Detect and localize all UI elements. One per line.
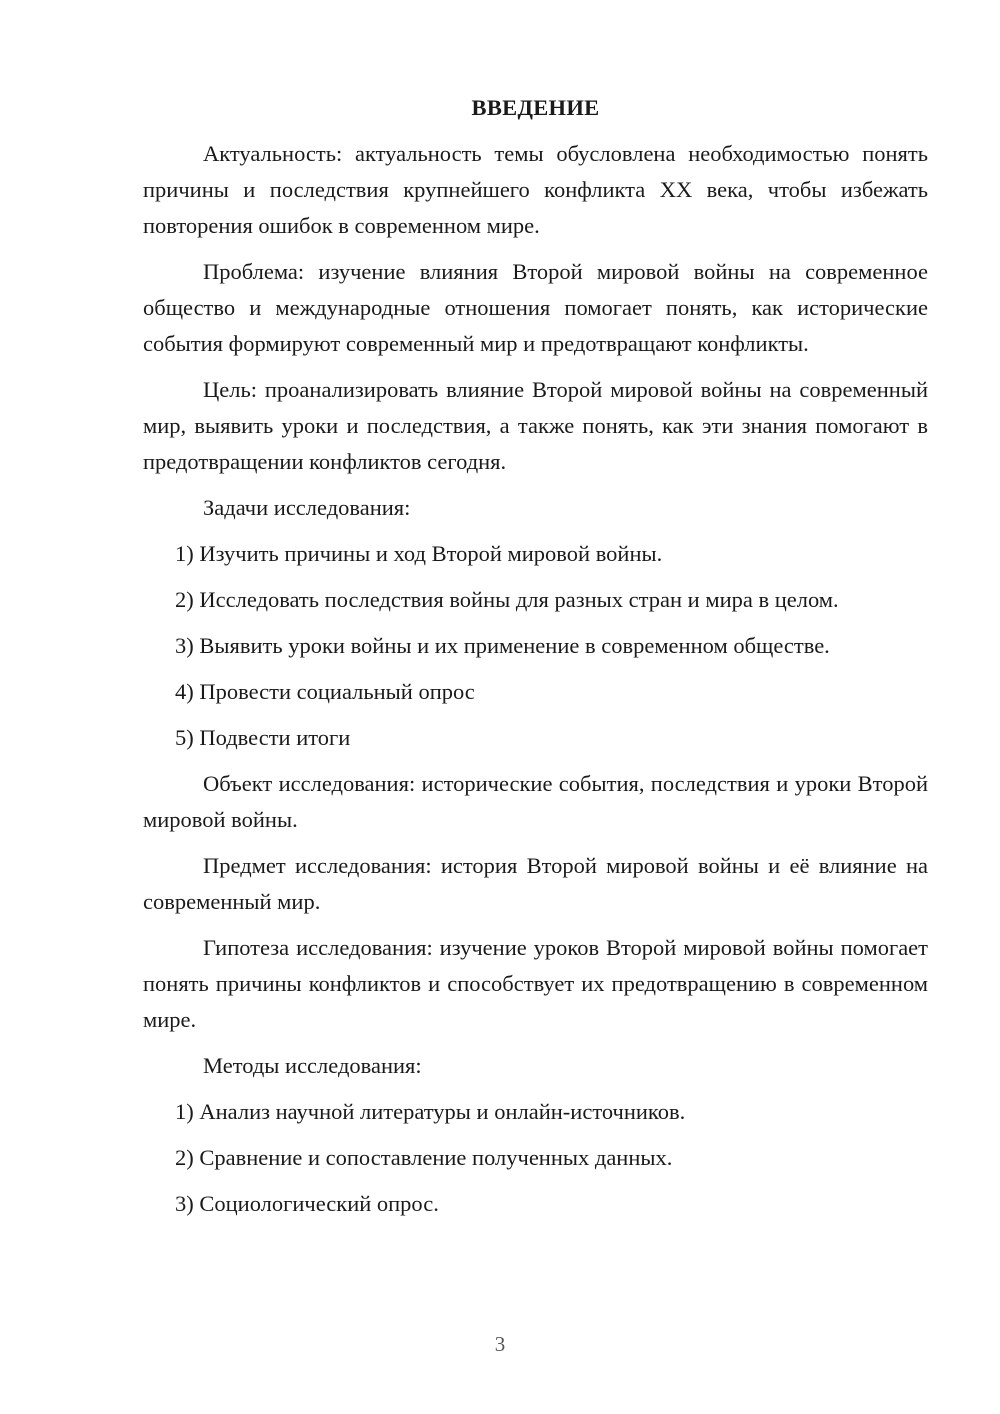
goal-paragraph: Цель: проанализировать влияние Второй мировой войны на современный мир, выявить уроки и последствия, а также понять, как эти знания помогают в предотвращении конфликтов сегодня. bbox=[143, 377, 928, 474]
page-title: ВВЕДЕНИЕ bbox=[471, 95, 600, 120]
task-item: 2) Исследовать последствия войны для разных стран и мира в целом. bbox=[175, 587, 839, 612]
method-item: 3) Социологический опрос. bbox=[175, 1191, 439, 1216]
task-item: 4) Провести социальный опрос bbox=[175, 679, 475, 704]
object-paragraph: Объект исследования: исторические события, последствия и уроки Второй мировой войны. bbox=[143, 771, 928, 832]
relevance-paragraph: Актуальность: актуальность темы обусловлена необходимостью понять причины и последствия крупнейшего конфликта XX века, чтобы избежать повторения ошибок в современном мире. bbox=[143, 141, 928, 238]
task-item: 5) Подвести итоги bbox=[175, 725, 351, 750]
task-item: 3) Выявить уроки войны и их применение в современном обществе. bbox=[175, 633, 830, 658]
task-item: 1) Изучить причины и ход Второй мировой войны. bbox=[175, 541, 663, 566]
problem-paragraph: Проблема: изучение влияния Второй мировой войны на современное общество и международные отношения помогает понять, как исторические события формируют современный мир и предотвращают конфликты. bbox=[143, 259, 928, 356]
page-number: 3 bbox=[494, 1332, 506, 1356]
methods-heading: Методы исследования: bbox=[203, 1053, 422, 1078]
methods-list bbox=[143, 1094, 928, 1222]
method-item: 1) Анализ научной литературы и онлайн-источников. bbox=[175, 1099, 686, 1124]
hypothesis-paragraph: Гипотеза исследования: изучение уроков Второй мировой войны помогает понять причины конфликтов и способствует их предотвращению в современном мире. bbox=[143, 935, 928, 1032]
tasks-list bbox=[143, 536, 928, 756]
subject-paragraph: Предмет исследования: история Второй мировой войны и её влияние на современный мир. bbox=[143, 853, 928, 914]
method-item: 2) Сравнение и сопоставление полученных данных. bbox=[175, 1145, 673, 1170]
document-page bbox=[143, 90, 928, 1232]
tasks-heading: Задачи исследования: bbox=[203, 495, 411, 520]
